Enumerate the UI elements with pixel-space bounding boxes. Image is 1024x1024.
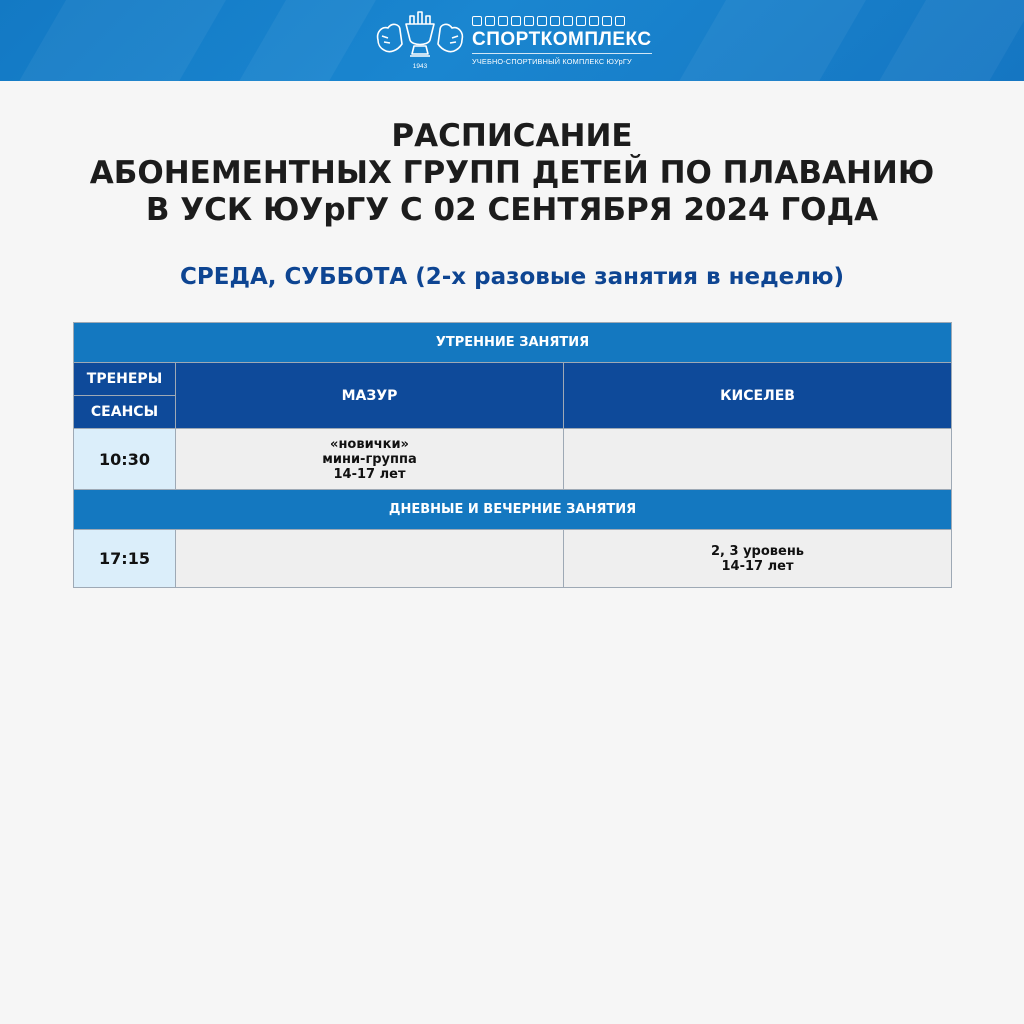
trainer-header: МАЗУР xyxy=(176,363,564,429)
logo xyxy=(372,10,652,72)
header-decoration xyxy=(868,0,1024,81)
sport-icons-row xyxy=(472,16,652,26)
schedule-table xyxy=(73,322,952,588)
sport-pictogram-icon xyxy=(498,16,508,26)
sport-pictogram-icon xyxy=(589,16,599,26)
sport-pictogram-icon xyxy=(615,16,625,26)
logo-year: 1943 xyxy=(412,63,428,70)
morning-band: УТРЕННИЕ ЗАНЯТИЯ xyxy=(74,323,952,363)
sport-pictogram-icon xyxy=(511,16,521,26)
brand-subtitle: УЧЕБНО-СПОРТИВНЫЙ КОМПЛЕКС ЮУрГУ xyxy=(472,57,632,66)
sport-pictogram-icon xyxy=(550,16,560,26)
header-banner xyxy=(0,0,1024,81)
title-line-1: РАСПИСАНИЕ xyxy=(391,118,633,154)
sport-pictogram-icon xyxy=(563,16,573,26)
title-line-2: АБОНЕМЕНТНЫХ ГРУПП ДЕТЕЙ ПО ПЛАВАНИЮ xyxy=(89,155,935,191)
group-level: 2, 3 уровень xyxy=(710,543,805,559)
schedule-cell xyxy=(564,530,952,588)
group-age: 14-17 лет xyxy=(333,466,406,482)
trainers-label: ТРЕНЕРЫ xyxy=(74,363,176,396)
trainer-header: КИСЕЛЕВ xyxy=(564,363,952,429)
schedule-cell-empty xyxy=(176,530,564,588)
sessions-label: СЕАНСЫ xyxy=(74,396,176,429)
header-decoration xyxy=(668,0,872,81)
title-line-3: В УСК ЮУрГУ С 02 СЕНТЯБРЯ 2024 ГОДА xyxy=(145,192,879,228)
group-type: мини-группа xyxy=(322,451,417,467)
sport-pictogram-icon xyxy=(576,16,586,26)
page-title xyxy=(0,118,1024,229)
header-decoration xyxy=(228,0,382,81)
sport-pictogram-icon xyxy=(524,16,534,26)
brand-name: СПОРТКОМПЛЕКС xyxy=(472,29,652,54)
susu-emblem-icon xyxy=(372,10,468,72)
session-time: 17:15 xyxy=(74,530,176,588)
sport-pictogram-icon xyxy=(537,16,547,26)
sport-pictogram-icon xyxy=(602,16,612,26)
schedule-cell-empty xyxy=(564,429,952,490)
brand-block xyxy=(472,16,652,66)
schedule-days: СРЕДА, СУББОТА (2-х разовые занятия в неделю) xyxy=(180,264,844,290)
sport-pictogram-icon xyxy=(472,16,482,26)
group-age: 14-17 лет xyxy=(721,558,794,574)
evening-band: ДНЕВНЫЕ И ВЕЧЕРНИЕ ЗАНЯТИЯ xyxy=(74,490,952,530)
group-label: «новички» xyxy=(330,436,409,452)
schedule-cell xyxy=(176,429,564,490)
sport-pictogram-icon xyxy=(485,16,495,26)
header-decoration xyxy=(8,0,232,81)
session-time: 10:30 xyxy=(74,429,176,490)
